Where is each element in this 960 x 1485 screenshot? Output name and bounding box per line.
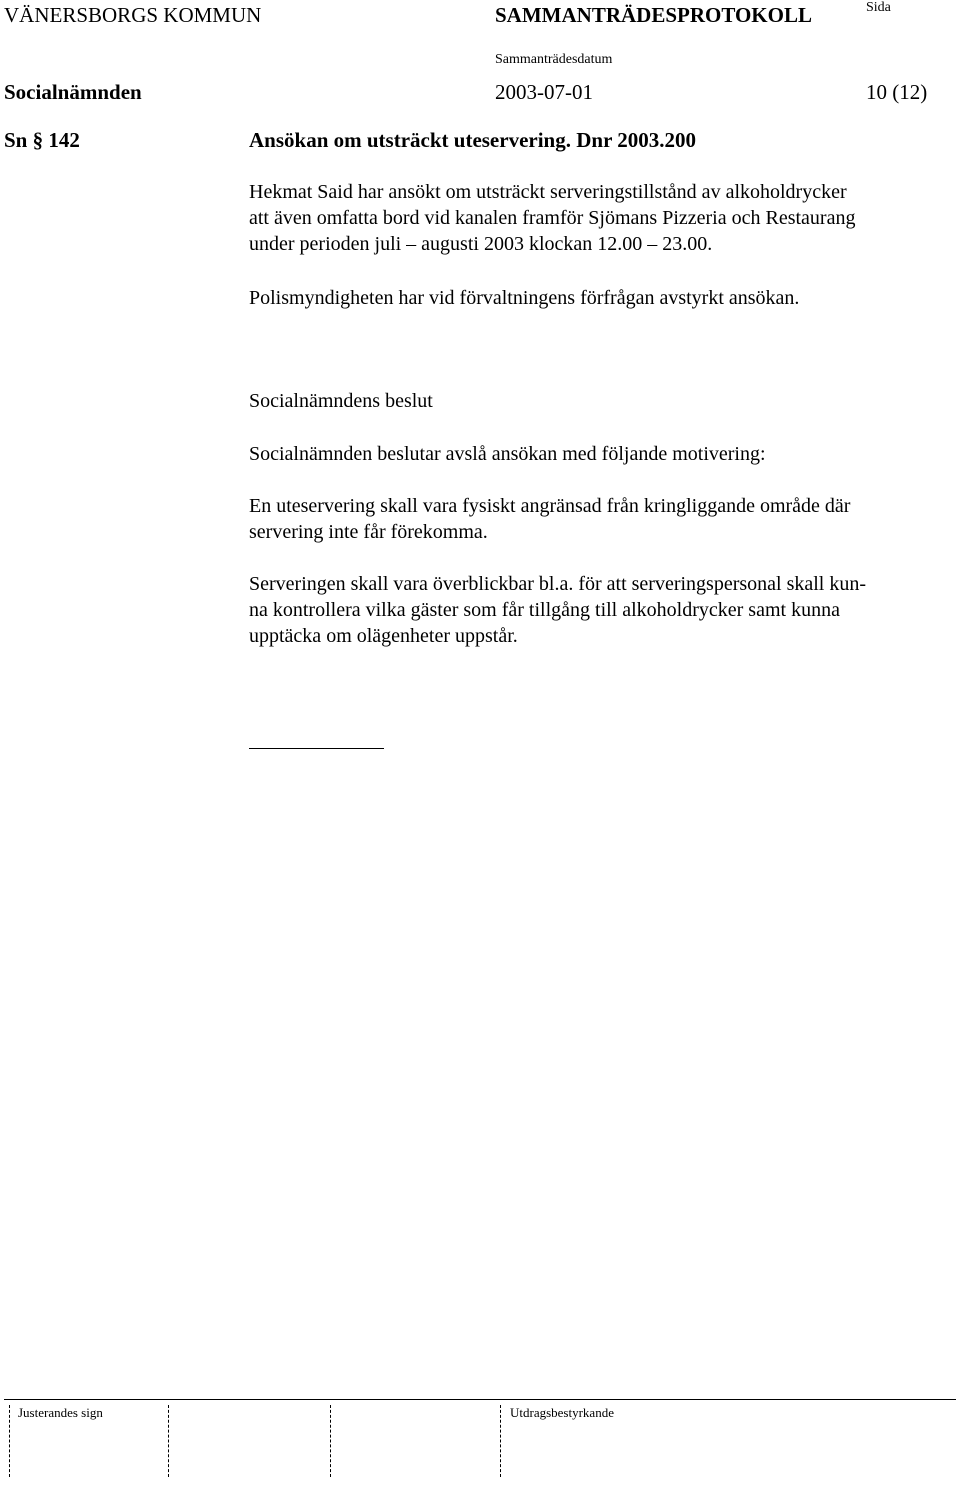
text-line: servering inte får förekomma. xyxy=(249,521,488,543)
signature-box-divider xyxy=(9,1405,10,1477)
committee-name: Socialnämnden xyxy=(4,80,142,104)
decision-heading xyxy=(249,388,949,414)
decision-heading-text: Socialnämndens beslut xyxy=(249,390,433,412)
section-id: Sn § 142 xyxy=(4,128,80,152)
footer-divider xyxy=(4,1399,956,1400)
page-number: 10 (12) xyxy=(866,80,928,104)
signature-box-divider xyxy=(330,1405,331,1477)
text-line: under perioden juli – augusti 2003 klockan 12.00 – 23.00. xyxy=(249,233,713,255)
text-line: Socialnämnden beslutar avslå ansökan med följande motivering: xyxy=(249,443,766,465)
text-line: na kontrollera vilka gäster som får tillgång till alkoholdrycker samt kunna xyxy=(249,599,840,621)
application-paragraph xyxy=(249,179,949,257)
motivation-paragraph-2 xyxy=(249,571,949,649)
municipality-name: VÄNERSBORGS KOMMUN xyxy=(4,3,262,27)
text-line: Polismyndigheten har vid förvaltningens förfrågan avstyrkt ansökan. xyxy=(249,287,800,309)
meeting-date-label: Sammanträdesdatum xyxy=(495,52,613,67)
signature-box-divider xyxy=(168,1405,169,1477)
signature-box-divider xyxy=(500,1405,501,1477)
decision-intro xyxy=(249,441,949,467)
signature-label: Justerandes sign xyxy=(18,1405,103,1420)
meeting-date: 2003-07-01 xyxy=(495,80,593,104)
section-title: Ansökan om utsträckt uteservering. Dnr 2003.200 xyxy=(249,128,697,152)
page-label: Sida xyxy=(866,0,891,15)
motivation-paragraph-1 xyxy=(249,493,949,545)
document-type: SAMMANTRÄDESPROTOKOLL xyxy=(495,3,812,27)
text-line: Serveringen skall vara överblickbar bl.a. för att serveringspersonal skall kun- xyxy=(249,573,867,595)
text-line: En uteservering skall vara fysiskt angränsad från kringliggande område där xyxy=(249,495,851,517)
text-line: att även omfatta bord vid kanalen framför Sjömans Pizzeria och Restaurang xyxy=(249,207,856,229)
text-line: Hekmat Said har ansökt om utsträckt serveringstillstånd av alkoholdrycker xyxy=(249,181,847,203)
extract-certification-label: Utdragsbestyrkande xyxy=(510,1405,614,1420)
police-paragraph xyxy=(249,285,949,311)
end-divider xyxy=(249,748,384,749)
text-line: upptäcka om olägenheter uppstår. xyxy=(249,625,518,647)
